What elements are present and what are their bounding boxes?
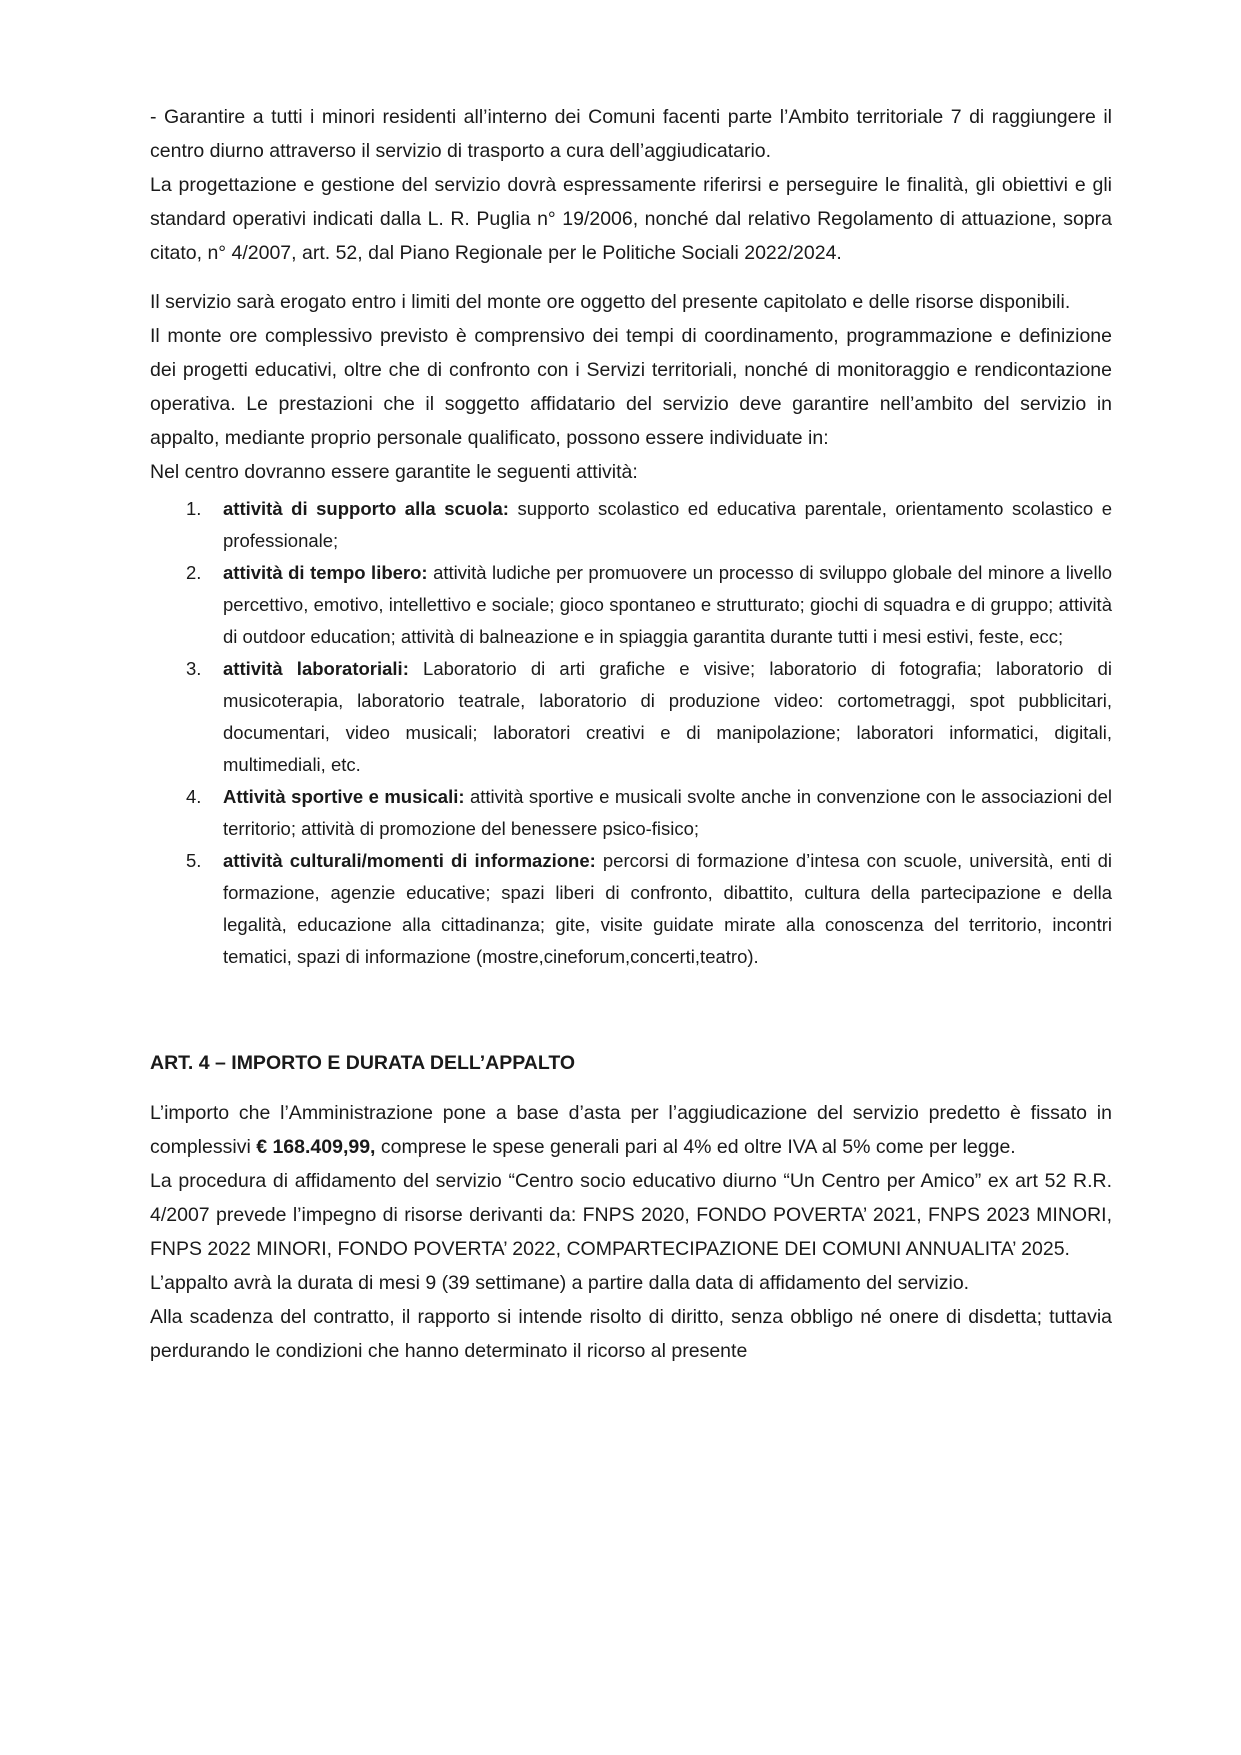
list-item-text: attività ludiche per promuovere un processo di sviluppo globale del minore a livello percettivo, emotivo, intellettivo e sociale; gioco spontaneo e strutturato; giochi di squadra e di gruppo; attività di outdoor education; attività di balneazione e in spiaggia garantita durante tutti i mesi estivi, feste, ecc; bbox=[223, 562, 1112, 647]
amount-text-after: comprese le spese generali pari al 4% ed oltre IVA al 5% come per legge. bbox=[375, 1136, 1016, 1158]
list-item bbox=[186, 557, 1112, 653]
paragraph-design-management: La progettazione e gestione del servizio dovrà espressamente riferirsi e perseguire le finalità, gli obiettivi e gli standard operativi indicati dalla L. R. Puglia n° 19/2006, nonché dal relativo Regolamento di attuazione, sopra citato, n° 4/2007, art. 52, dal Piano Regionale per le Politiche Sociali 2022/2024. bbox=[150, 174, 1112, 264]
list-number: 5. bbox=[186, 850, 202, 871]
list-item-text: attività sportive e musicali svolte anche in convenzione con le associazioni del territorio; attività di promozione del benessere psico-fisico; bbox=[223, 786, 1112, 839]
paragraph-hours-content: Il monte ore complessivo previsto è comprensivo dei tempi di coordinamento, programmazione e definizione dei progetti educativi, oltre che di confronto con i Servizi territoriali, nonché di monitoraggio e rendicontazione operativa. Le prestazioni che il soggetto affidatario del servizio deve garantire nell’ambito del servizio in appalto, mediante proprio personale qualificato, possono essere individuate in: bbox=[150, 325, 1112, 449]
list-item-title: attività di supporto alla scuola: bbox=[223, 498, 509, 519]
paragraph-contract-expiry: Alla scadenza del contratto, il rapporto si intende risolto di diritto, senza obbligo né onere di disdetta; tuttavia perdurando le condizioni che hanno determinato il ricorso al presente bbox=[150, 1306, 1112, 1362]
paragraph-procedure-funds: La procedura di affidamento del servizio “Centro socio educativo diurno “Un Centro per Amico” ex art 52 R.R. 4/2007 prevede l’impegno di risorse derivanti da: FNPS 2020, FONDO POVERTA’ 2021, FNPS 2023 MINORI, FNPS 2022 MINORI, FONDO POVERTA’ 2022, COMPARTECIPAZIONE DEI COMUNI ANNUALITA’ 2025. bbox=[150, 1170, 1112, 1260]
paragraph-activities-intro: Nel centro dovranno essere garantite le seguenti attività: bbox=[150, 461, 638, 483]
paragraph-amount bbox=[150, 1096, 1112, 1164]
list-item-title: attività culturali/momenti di informazione: bbox=[223, 850, 596, 871]
document-page bbox=[150, 100, 1112, 1368]
amount-value: € 168.409,99, bbox=[256, 1136, 376, 1158]
list-item-text: supporto scolastico ed educativa parentale, orientamento scolastico e professionale; bbox=[223, 498, 1112, 551]
paragraph-guarantee-transport: - Garantire a tutti i minori residenti all’interno dei Comuni facenti parte l’Ambito territoriale 7 di raggiungere il centro diurno attraverso il servizio di trasporto a cura dell’aggiudicatario. bbox=[150, 106, 1112, 162]
list-item bbox=[186, 493, 1112, 557]
list-number: 1. bbox=[186, 498, 202, 519]
section-heading-art4: ART. 4 – IMPORTO E DURATA DELL’APPALTO bbox=[150, 1052, 576, 1074]
list-item-title: attività laboratoriali: bbox=[223, 658, 409, 679]
list-number: 2. bbox=[186, 562, 202, 583]
list-number: 3. bbox=[186, 658, 202, 679]
paragraph-duration: L’appalto avrà la durata di mesi 9 (39 settimane) a partire dalla data di affidamento del servizio. bbox=[150, 1272, 970, 1294]
list-item bbox=[186, 781, 1112, 845]
list-number: 4. bbox=[186, 786, 202, 807]
list-item bbox=[186, 845, 1112, 973]
paragraph-service-hours: Il servizio sarà erogato entro i limiti del monte ore oggetto del presente capitolato e delle risorse disponibili. bbox=[150, 291, 1071, 313]
list-item-title: Attività sportive e musicali: bbox=[223, 786, 465, 807]
activities-list bbox=[150, 493, 1112, 973]
list-item bbox=[186, 653, 1112, 781]
list-item-title: attività di tempo libero: bbox=[223, 562, 428, 583]
list-item-text: Laboratorio di arti grafiche e visive; laboratorio di fotografia; laboratorio di musicoterapia, laboratorio teatrale, laboratorio di produzione video: cortometraggi, spot pubblicitari, documentari, video musicali; laboratori creativi e di manipolazione; laboratori informatici, digitali, multimediali, etc. bbox=[223, 658, 1112, 775]
list-item-text: percorsi di formazione d’intesa con scuole, università, enti di formazione, agenzie educative; spazi liberi di confronto, dibattito, cultura della partecipazione e della legalità, educazione alla cittadinanza; gite, visite guidate mirate alla conoscenza del territorio, incontri tematici, spazi di informazione (mostre,cineforum,concerti,teatro). bbox=[223, 850, 1112, 967]
amount-text-before: L’importo che l’Amministrazione pone a base d’asta per l’aggiudicazione del servizio predetto è fissato in complessivi bbox=[150, 1102, 1112, 1158]
